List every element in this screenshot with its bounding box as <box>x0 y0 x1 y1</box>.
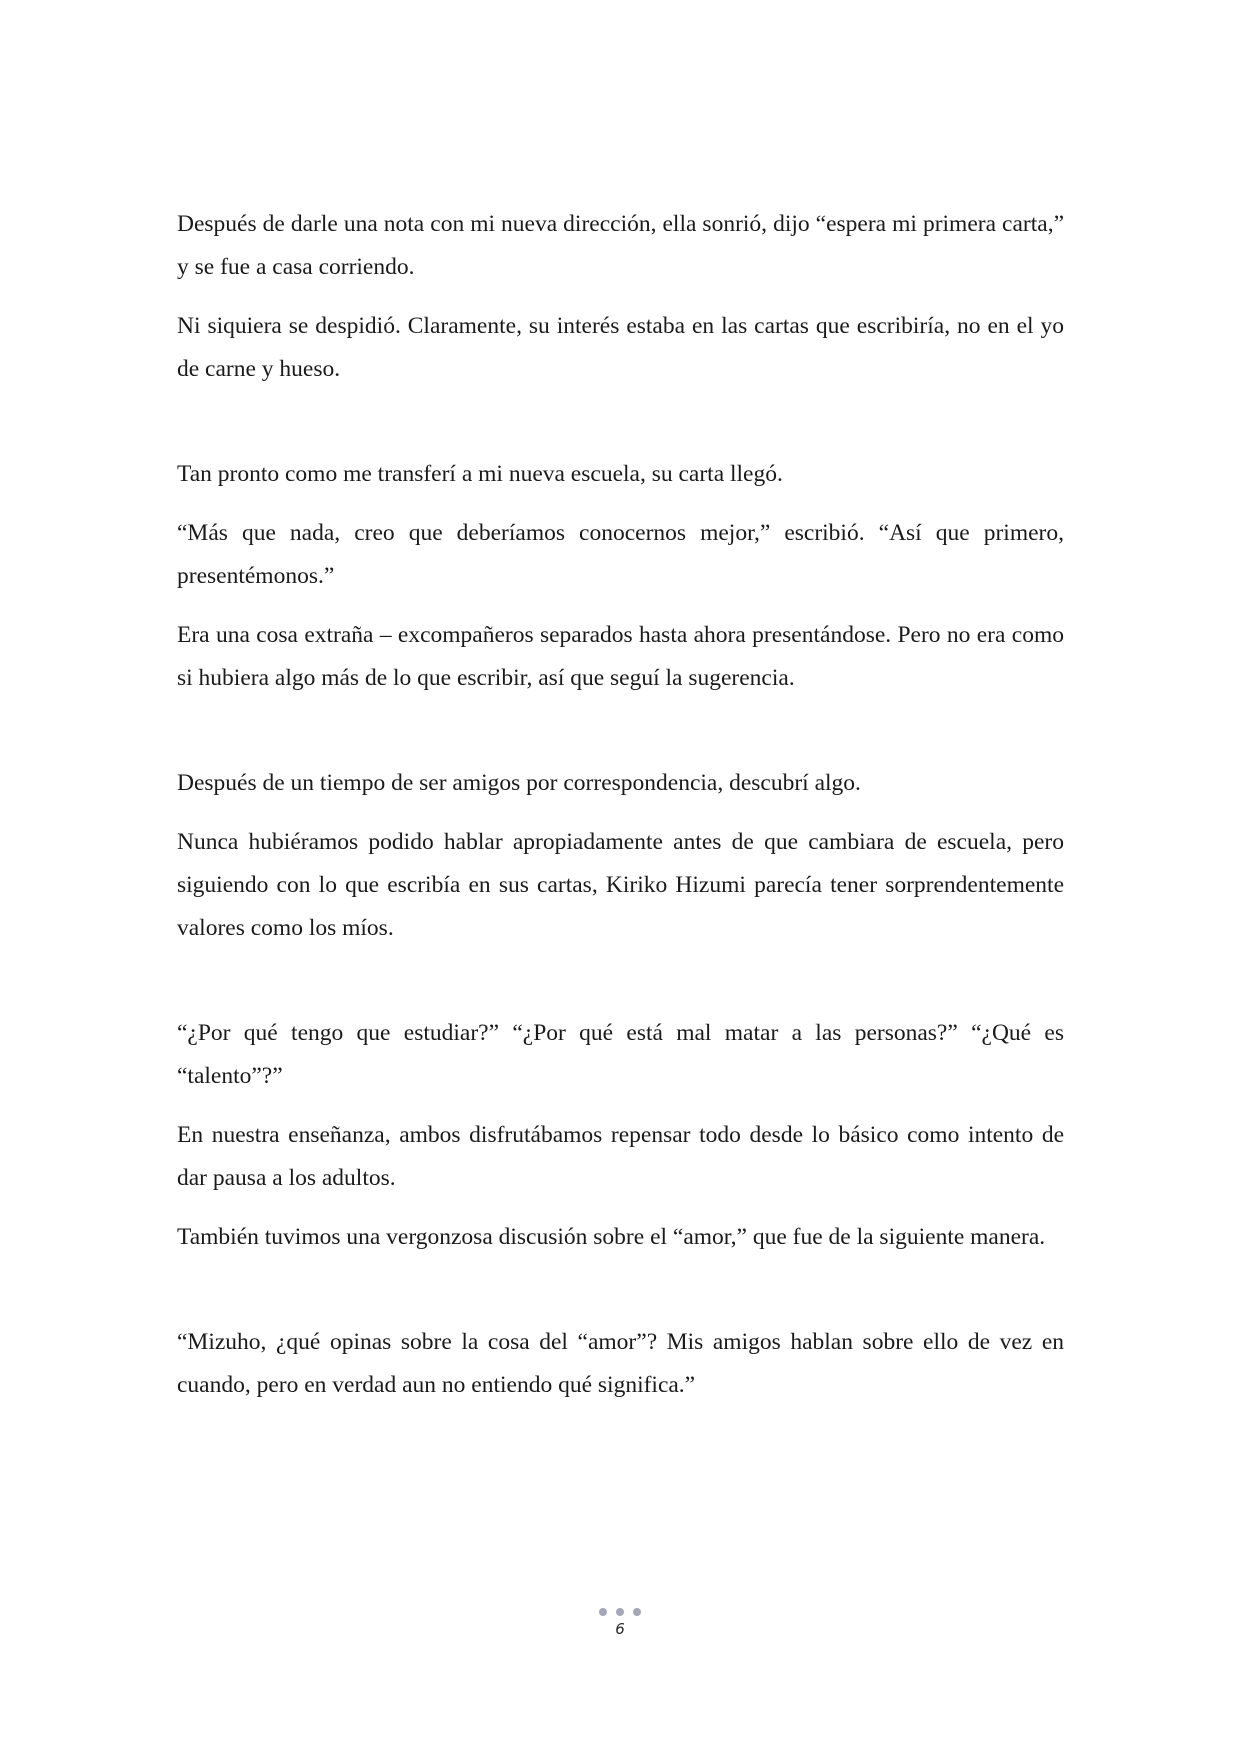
text-body <box>177 203 1064 1423</box>
paragraph-7: Nunca hubiéramos podido hablar apropiadamente antes de que cambiara de escuela, pero siguiendo con lo que escribía en sus cartas, Kiriko Hizumi parecía tener sorprendentemente valores como los míos. <box>177 829 1064 941</box>
dot-icon <box>633 1608 641 1616</box>
paragraph-10: También tuvimos una vergonzosa discusión sobre el “amor,” que fue de la siguiente manera. <box>177 1224 1046 1250</box>
ellipsis-ornament-icon <box>0 1608 1240 1618</box>
page-footer <box>0 1608 1240 1638</box>
paragraph-8: “¿Por qué tengo que estudiar?” “¿Por qué está mal matar a las personas?” “¿Qué es “talento”?” <box>177 1020 1064 1089</box>
scene-break <box>177 716 1064 762</box>
paragraph-1: Después de darle una nota con mi nueva dirección, ella sonrió, dijo “espera mi primera carta,” y se fue a casa corriendo. <box>177 211 1064 280</box>
scene-break <box>177 966 1064 1012</box>
paragraph-3: Tan pronto como me transferí a mi nueva escuela, su carta llegó. <box>177 461 783 487</box>
scene-break <box>177 1275 1064 1321</box>
dot-icon <box>599 1608 607 1616</box>
paragraph-6: Después de un tiempo de ser amigos por correspondencia, descubrí algo. <box>177 770 861 796</box>
paragraph-9: En nuestra enseñanza, ambos disfrutábamos repensar todo desde lo básico como intento de dar pausa a los adultos. <box>177 1122 1064 1191</box>
dot-icon <box>616 1608 624 1616</box>
scene-break <box>177 407 1064 453</box>
paragraph-4: “Más que nada, creo que deberíamos conocernos mejor,” escribió. “Así que primero, presentémonos.” <box>177 520 1064 589</box>
paragraph-11: “Mizuho, ¿qué opinas sobre la cosa del “amor”? Mis amigos hablan sobre ello de vez en cuando, pero en verdad aun no entiendo qué significa.” <box>177 1329 1064 1398</box>
paragraph-2: Ni siquiera se despidió. Claramente, su interés estaba en las cartas que escribiría, no en el yo de carne y hueso. <box>177 313 1064 382</box>
page-number: 6 <box>615 1620 625 1638</box>
paragraph-5: Era una cosa extraña – excompañeros separados hasta ahora presentándose. Pero no era como si hubiera algo más de lo que escribir, así que seguí la sugerencia. <box>177 622 1064 691</box>
